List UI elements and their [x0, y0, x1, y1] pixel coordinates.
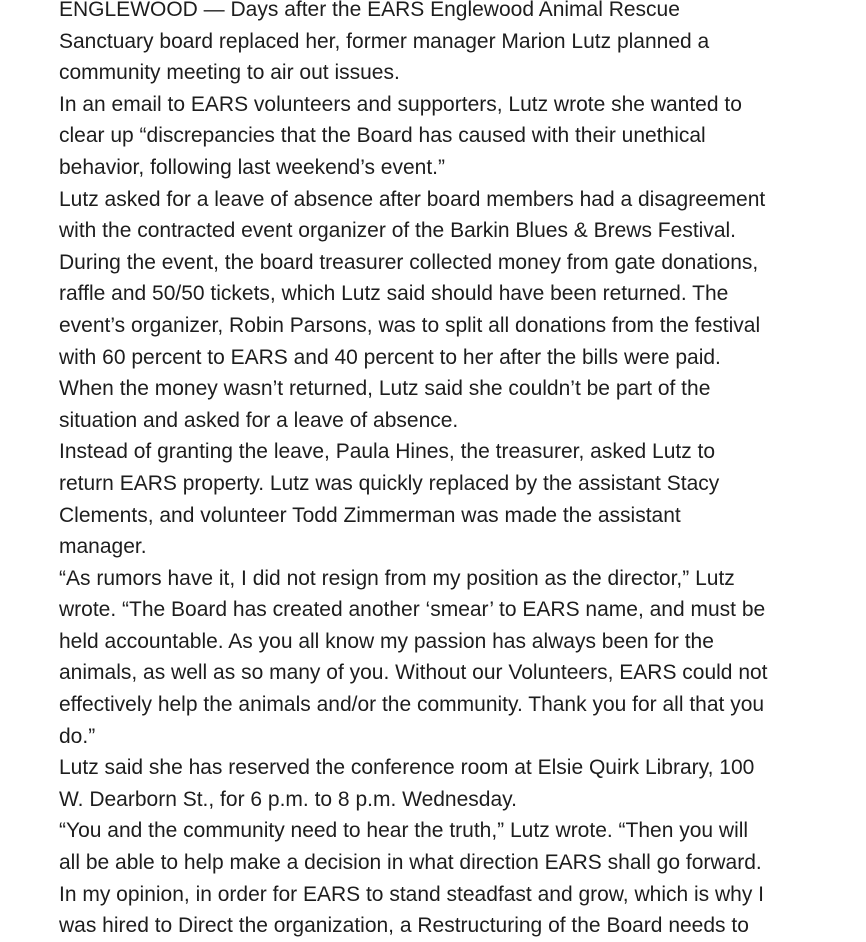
- text-line: community meeting to air out issues.: [59, 61, 400, 85]
- text-line: was hired to Direct the organization, a Restructuring of the Board needs to: [59, 914, 749, 938]
- text-line: W. Dearborn St., for 6 p.m. to 8 p.m. Wednesday.: [59, 787, 517, 811]
- text-line: manager.: [59, 535, 147, 559]
- text-line: do.”: [59, 724, 96, 748]
- paragraph-2: [59, 89, 859, 184]
- text-line: clear up “discrepancies that the Board has caused with their unethical: [59, 124, 706, 148]
- paragraph-1: [59, 0, 859, 89]
- text-line: effectively help the animals and/or the community. Thank you for all that you: [59, 693, 765, 717]
- text-line: event’s organizer, Robin Parsons, was to split all donations from the festival: [59, 313, 761, 337]
- paragraph-7: [59, 815, 859, 941]
- text-line: Clements, and volunteer Todd Zimmerman was made the assistant: [59, 503, 681, 527]
- text-line: situation and asked for a leave of absence.: [59, 408, 459, 432]
- text-line: “You and the community need to hear the truth,” Lutz wrote. “Then you will: [59, 819, 749, 843]
- text-line: animals, as well as so many of you. Without our Volunteers, EARS could not: [59, 661, 768, 685]
- text-line: return EARS property. Lutz was quickly replaced by the assistant Stacy: [59, 471, 720, 495]
- text-line: During the event, the board treasurer collected money from gate donations,: [59, 250, 759, 274]
- text-line: all be able to help make a decision in what direction EARS shall go forward.: [59, 851, 762, 875]
- text-line: with the contracted event organizer of the Barkin Blues & Brews Festival.: [59, 219, 736, 243]
- article-body: [59, 0, 859, 942]
- text-line: Lutz said she has reserved the conference room at Elsie Quirk Library, 100: [59, 756, 755, 780]
- text-line: Lutz asked for a leave of absence after board members had a disagreement: [59, 187, 766, 211]
- text-line: In my opinion, in order for EARS to stand steadfast and grow, which is why I: [59, 882, 765, 906]
- text-line: Instead of granting the leave, Paula Hines, the treasurer, asked Lutz to: [59, 440, 716, 464]
- text-line: behavior, following last weekend’s event.”: [59, 155, 446, 179]
- text-line: “As rumors have it, I did not resign from my position as the director,” Lutz: [59, 566, 735, 590]
- text-line: When the money wasn’t returned, Lutz said she couldn’t be part of the: [59, 377, 711, 401]
- paragraph-4: [59, 436, 859, 562]
- paragraph-3: [59, 184, 859, 437]
- text-line: ENGLEWOOD — Days after the EARS Englewood Animal Rescue: [59, 0, 680, 21]
- text-line: raffle and 50/50 tickets, which Lutz said should have been returned. The: [59, 282, 729, 306]
- text-line: In an email to EARS volunteers and supporters, Lutz wrote she wanted to: [59, 92, 742, 116]
- text-line: Sanctuary board replaced her, former manager Marion Lutz planned a: [59, 29, 710, 53]
- paragraph-6: [59, 752, 859, 815]
- paragraph-5: [59, 563, 859, 753]
- text-line: held accountable. As you all know my passion has always been for the: [59, 629, 714, 653]
- text-line: with 60 percent to EARS and 40 percent to her after the bills were paid.: [59, 345, 721, 369]
- text-line: wrote. “The Board has created another ‘smear’ to EARS name, and must be: [59, 598, 766, 622]
